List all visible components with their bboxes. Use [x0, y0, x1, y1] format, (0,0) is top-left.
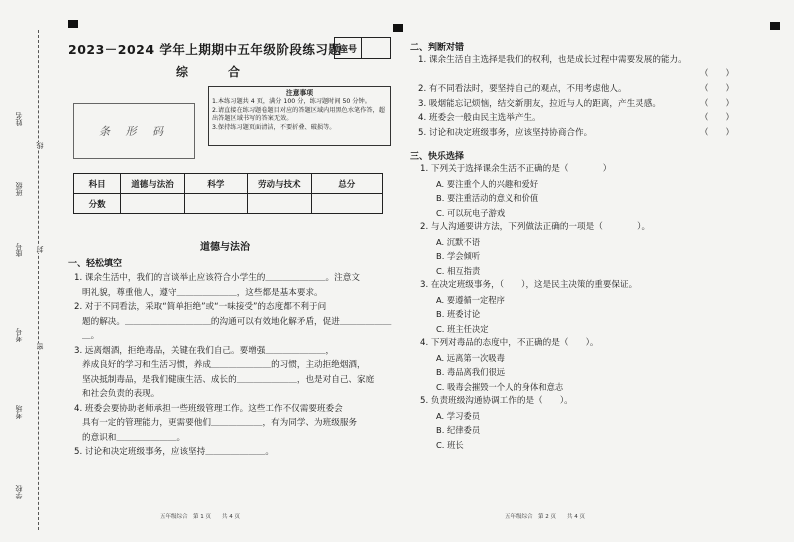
notice-box	[208, 86, 391, 146]
barcode-label: 条 形 码	[99, 125, 169, 138]
tf-q3: 3. 吸烟能忘记烦恼，结交新朋友，拉近与人的距离，产生灵感。	[418, 98, 661, 109]
fill-q3-line1: 3. 远离烟酒，拒绝毒品，关键在我们自己。要增强＿＿＿＿＿＿＿，	[74, 345, 335, 356]
score-cell-science[interactable]	[184, 194, 247, 214]
score-header-science: 科学	[184, 174, 247, 194]
choice-q1-option-b[interactable]: B. 要注重活动的意义和价值	[436, 193, 539, 203]
tf-q4-answer-paren[interactable]: （ ）	[700, 113, 735, 123]
choice-q1: 1. 下列关于选择课余生活不正确的是（ ）	[420, 164, 612, 174]
fill-q4-line2: 具有一定的管理能力，更需要他们＿＿＿＿＿＿，有为同学、为班级服务	[82, 418, 358, 428]
choice-q2: 2. 与人沟通要讲方法，下列做法正确的一项是（ ）。	[420, 222, 651, 232]
score-cell-labor[interactable]	[248, 194, 311, 214]
cut-label-line: 线	[36, 142, 44, 149]
tf-q4: 4. 班委会一般由民主选举产生。	[418, 113, 541, 123]
choice-q3-option-a[interactable]: A. 要遵循一定程序	[436, 294, 505, 305]
tf-q3-answer-paren[interactable]: （ ）	[700, 99, 735, 109]
notice-item: 2.请直接在练习题卷题目对应的答题区域内用黑色水笔作答，超出答题区域书写的答案无效。	[212, 106, 385, 123]
tf-q2-answer-paren[interactable]: （ ）	[700, 84, 735, 94]
side-label-exam-room: 考场	[15, 405, 23, 419]
exam-subtitle: 综 合	[176, 65, 255, 79]
choice-questions	[420, 162, 740, 452]
fill-q2-line1: 2. 对于不同看法，采取“简单拒绝”或“一味接受”的态度都不利于问	[74, 302, 327, 312]
score-header-subject: 科目	[74, 174, 121, 194]
choice-q4-option-a[interactable]: A. 远离第一次吸毒	[436, 352, 505, 363]
score-cell-total[interactable]	[311, 194, 382, 214]
cut-label-seal: 封	[36, 246, 44, 253]
score-table-header-row	[74, 174, 383, 194]
registration-mark	[68, 20, 78, 28]
choice-q5-option-c[interactable]: C. 班长	[436, 439, 464, 450]
choice-q3-option-c[interactable]: C. 班主任决定	[436, 323, 489, 334]
tf-q2: 2. 有不同看法时，要坚持自己的观点，不用考虑他人。	[418, 84, 627, 94]
notice-item: 3.保持练习题页面清洁，不要折叠、破损等。	[212, 124, 336, 132]
score-header-total: 总分	[311, 174, 382, 194]
tf-q1: 1. 课余生活自主选择是我们的权利，也是成长过程中需要发展的能力。	[418, 55, 687, 65]
side-label-name: 姓名	[15, 112, 23, 126]
true-false-questions	[418, 53, 748, 140]
choice-q3: 3. 在决定班级事务，（ ），这是民主决策的重要保证。	[420, 280, 638, 290]
tf-q5-answer-paren[interactable]: （ ）	[700, 128, 735, 138]
score-table-value-row	[74, 194, 383, 214]
choice-q2-option-b[interactable]: B. 学会倾听	[436, 251, 481, 261]
binding-cut-line	[38, 30, 39, 530]
score-header-labor: 劳动与技术	[248, 174, 311, 194]
fill-q4-line3: 的意识和＿＿＿＿＿＿＿。	[82, 432, 186, 443]
fill-blank-questions	[74, 271, 394, 460]
fill-q3-line2: 养成良好的学习和生活习惯，养成＿＿＿＿＿＿＿的习惯，主动拒绝烟酒，	[82, 360, 366, 370]
score-row-label: 分数	[74, 194, 121, 214]
score-header-morality: 道德与法治	[121, 174, 184, 194]
side-label-exam-number: 考号	[15, 328, 23, 342]
exam-title: 2023－2024 学年上期期中五年级阶段练习题	[68, 42, 342, 57]
choice-q5-option-b[interactable]: B. 纪律委员	[436, 425, 481, 435]
score-table	[73, 173, 383, 214]
seat-number-box[interactable]	[334, 37, 391, 59]
fill-q3-line4: 和社会负责的表现。	[82, 389, 160, 399]
registration-mark	[770, 22, 780, 30]
tf-q1-answer-paren[interactable]: （ ）	[700, 69, 735, 79]
choice-q2-option-a[interactable]: A. 沉默不语	[436, 236, 480, 247]
seat-number-field[interactable]	[362, 38, 390, 58]
choice-q4: 4. 下列对毒品的态度中，不正确的是（ ）。	[420, 338, 599, 348]
side-label-seat: 座号	[15, 243, 23, 257]
side-label-class: 班级	[15, 182, 23, 196]
side-label-school: 学校	[15, 485, 23, 499]
choice-q1-option-c[interactable]: C. 可以玩电子游戏	[436, 207, 506, 218]
choice-q5-option-a[interactable]: A. 学习委员	[436, 410, 480, 421]
fill-q4-line1: 4. 班委会要协助老师承担一些班级管理工作。这些工作不仅需要班委会	[74, 403, 343, 414]
choice-q4-option-b[interactable]: B. 毒品离我们很远	[436, 367, 506, 377]
section-fill-blank-title: 一、轻松填空	[68, 259, 123, 269]
registration-mark	[393, 24, 403, 32]
fill-q2-line2: 题的解决。＿＿＿＿＿＿＿＿＿＿的沟通可以有效地化解矛盾，促进＿＿＿＿＿＿＿。	[82, 316, 392, 341]
choice-q4-option-c[interactable]: C. 吸毒会摧毁一个人的身体和意志	[436, 381, 564, 392]
subject-title: 道德与法治	[200, 242, 250, 253]
choice-q5: 5. 负责班级沟通协调工作的是（ ）。	[420, 396, 573, 406]
tf-q1-continuation	[418, 68, 748, 83]
section-choice-title: 三、快乐选择	[410, 152, 465, 162]
notice-item: 1.本练习题共 4 页，满分 100 分，练习题时间 50 分钟。	[212, 97, 371, 105]
fill-q1-line1: 1. 课余生活中，我们的言谈举止应该符合小学生的＿＿＿＿＿＿＿。注意文	[74, 273, 360, 283]
choice-q1-option-a[interactable]: A. 要注重个人的兴趣和爱好	[436, 178, 539, 189]
score-cell-morality[interactable]	[121, 194, 184, 214]
tf-q5: 5. 讨论和决定班级事务，应该坚持协商合作。	[418, 127, 593, 138]
fill-q1-line2: 明礼貌，尊重他人，遵守＿＿＿＿＿＿＿，这些都是基本要求。	[82, 287, 323, 298]
page-footer-left: 五年级综合 第 1 页 共 4 页	[160, 514, 240, 520]
fill-q3-line3: 坚决抵制毒品，是我们健康生活、成长的＿＿＿＿＿＿＿，也是对自己、家庭	[82, 374, 375, 385]
seat-number-label: 座号	[335, 38, 362, 58]
cut-label-secret: 密	[36, 343, 44, 350]
page-footer-right: 五年级综合 第 2 页 共 4 页	[505, 514, 585, 520]
fill-q5-line1: 5. 讨论和决定班级事务，应该坚持＿＿＿＿＿＿＿。	[74, 447, 274, 457]
choice-q2-option-c[interactable]: C. 相互指责	[436, 265, 481, 276]
choice-q3-option-b[interactable]: B. 班委讨论	[436, 309, 481, 319]
section-true-false-title: 二、判断对错	[410, 43, 465, 53]
notice-title: 注意事项	[285, 89, 314, 97]
barcode-area	[73, 103, 195, 159]
